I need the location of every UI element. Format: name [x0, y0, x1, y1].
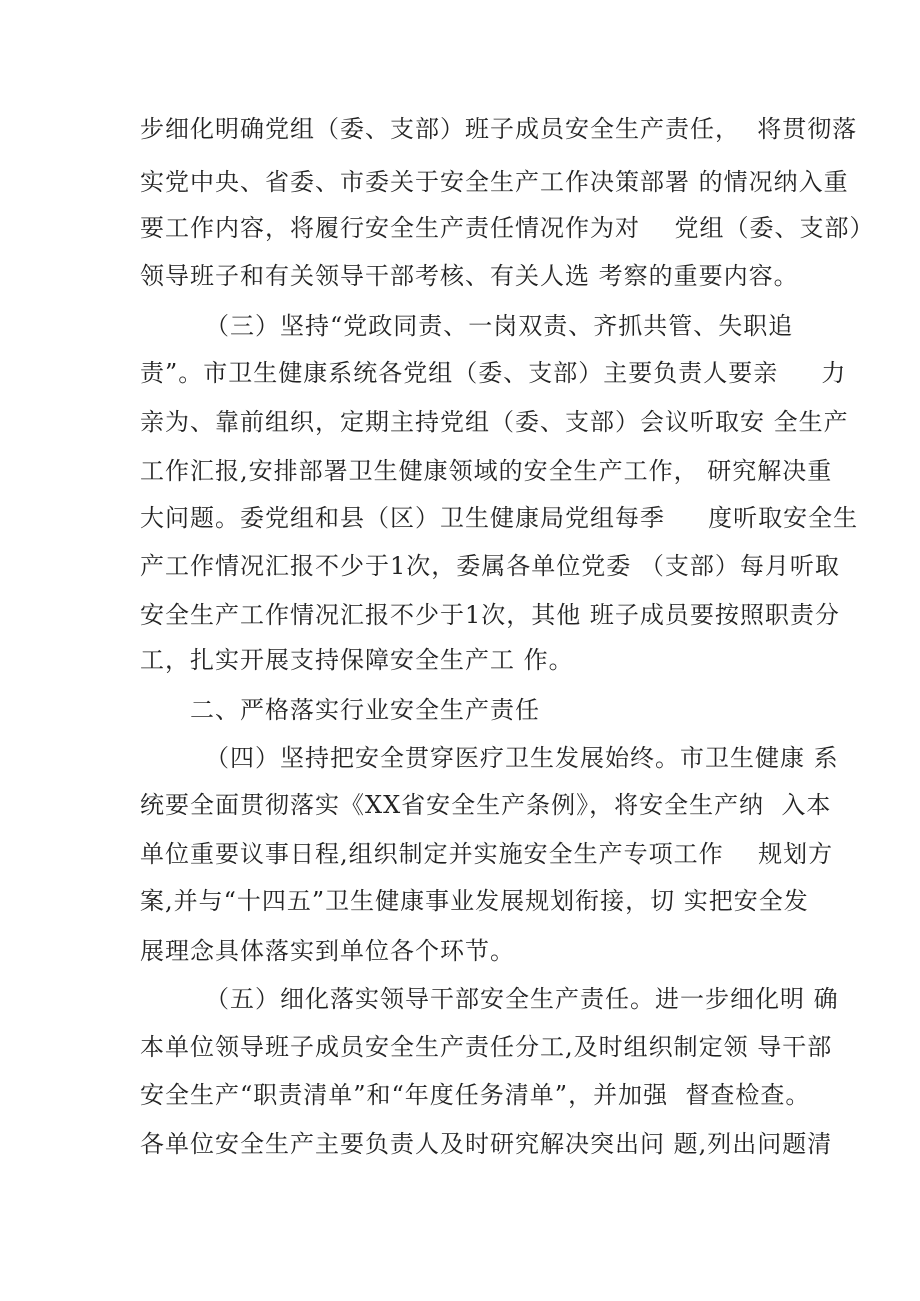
text-line: 领导班子和有关领导干部考核、有关人选 考察的重要内容。: [140, 262, 799, 290]
text-line: 本单位领导班子成员安全生产责任分工,及时组织制定领 导干部: [140, 1033, 833, 1061]
text-line: 单位重要议事日程,组织制定并实施安全生产专项工作 规划方: [140, 840, 834, 868]
text-line: 产工作情况汇报不少于1次，委属各单位党委 （支部）每月听取: [140, 552, 840, 580]
section-heading: 二、严格落实行业安全生产责任: [190, 696, 540, 724]
text-line: 案,并与“十四五”卫生健康事业发展规划衔接，切 实把安全发: [140, 887, 809, 915]
text-line: （四）坚持把安全贯穿医疗卫生发展始终。市卫生健康 系: [205, 744, 839, 772]
text-line: （三）坚持“党政同责、一岗双责、齐抓共管、失职追: [205, 312, 794, 340]
text-line: 展理念具体落实到单位各个环节。: [140, 937, 515, 965]
text-line: （五）细化落实领导干部安全生产责任。进一步细化明 确: [205, 985, 839, 1013]
text-line: 步细化明确党组（委、支部）班子成员安全生产责任， 将贯彻落: [140, 115, 858, 143]
text-line: 责”。市卫生健康系统各党组（委、支部）主要负责人要亲 力: [140, 359, 847, 387]
text-line: 实党中央、省委、市委关于安全生产工作决策部署 的情况纳入重: [140, 168, 849, 196]
text-line: 工作汇报,安排部署卫生健康领域的安全生产工作， 研究解决重: [140, 457, 833, 485]
text-line: 统要全面贯彻落实《XX省安全生产条例》，将安全生产纳 入本: [140, 791, 832, 819]
text-line: 要工作内容，将履行安全生产责任情况作为对 党组（委、支部）: [140, 214, 875, 242]
text-line: 各单位安全生产主要负责人及时研究解决突出问 题,列出问题清: [140, 1130, 833, 1158]
text-line: 大问题。委党组和县（区）卫生健康局党组每季 度听取安全生: [140, 504, 859, 532]
text-line: 亲为、靠前组织，定期主持党组（委、支部）会议听取安 全生产: [140, 408, 849, 436]
text-line: 工，扎实开展支持保障安全生产工 作。: [140, 646, 574, 674]
text-line: 安全生产“职责清单”和“年度任务清单”，并加强 督查检查。: [140, 1081, 811, 1109]
text-line: 安全生产工作情况汇报不少于1次，其他 班子成员要按照职责分: [140, 601, 840, 629]
